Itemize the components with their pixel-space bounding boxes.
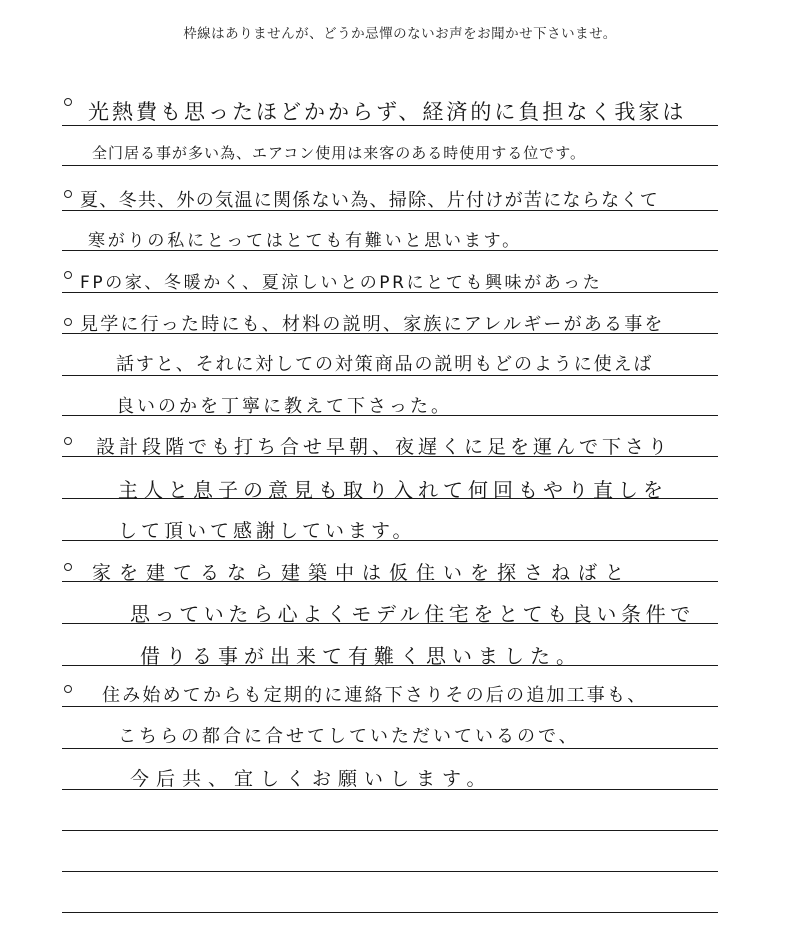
bullet-mark	[64, 563, 72, 571]
handwritten-line: 借りる事が出来て有難く思いました。	[140, 644, 582, 668]
ruled-line	[62, 748, 718, 749]
handwritten-line: こちらの都合に合せてしていただいているので、	[118, 726, 580, 747]
ruled-line	[62, 871, 718, 872]
handwritten-line: 光熱費も思ったほどかからず、経済的に負担なく我家は	[88, 100, 687, 124]
handwritten-line: 話すと、それに対しての対策商品の説明もどのように使えば	[116, 354, 654, 375]
bullet-mark	[64, 190, 72, 198]
bullet-mark	[64, 98, 72, 106]
handwritten-line: 夏、冬共、外の気温に関係ない為、掃除、片付けが苦にならなくて	[80, 190, 659, 211]
handwritten-line: 今后共、宜しくお願いします。	[130, 768, 493, 790]
handwritten-line: 住み始めてからも定期的に連絡下さりその后の追加工事も、	[102, 685, 648, 706]
form-instruction: 枠線はありませんが、どうか忌憚のないお声をお聞かせ下さいませ。	[183, 26, 617, 42]
handwritten-line: して頂いて感謝しています。	[118, 520, 416, 542]
handwritten-line: 主人と息子の意見も取り入れて何回もやり直しを	[118, 478, 668, 502]
ruled-line	[62, 912, 718, 913]
bullet-mark	[64, 685, 72, 693]
bullet-mark	[64, 437, 72, 445]
handwritten-line: 家を建てるなら建築中は仮住いを探さねばと	[92, 562, 633, 584]
handwritten-line: 良いのかを丁寧に教えて下さった。	[116, 396, 452, 417]
ruled-line	[62, 165, 718, 166]
bullet-mark	[64, 271, 72, 279]
handwritten-line: 見学に行った時にも、材料の説明、家族にアレルギーがある事を	[80, 314, 665, 335]
handwritten-line: 設計段階でも打ち合せ早朝、夜遅くに足を運んで下さり	[96, 436, 672, 458]
handwritten-line: 寒がりの私にとってはとても有難いと思います。	[88, 231, 522, 251]
bullet-mark	[64, 318, 72, 326]
ruled-line	[62, 830, 718, 831]
handwritten-line: FPの家、冬暖かく、夏涼しいとのPRにとても興味があった	[80, 273, 603, 293]
handwritten-line: 全门居る事が多い為、エアコン使用は来客のある時使用する位です。	[92, 144, 587, 162]
handwritten-line: 思っていたら心よくモデル住宅をとても良い条件で	[130, 602, 695, 626]
